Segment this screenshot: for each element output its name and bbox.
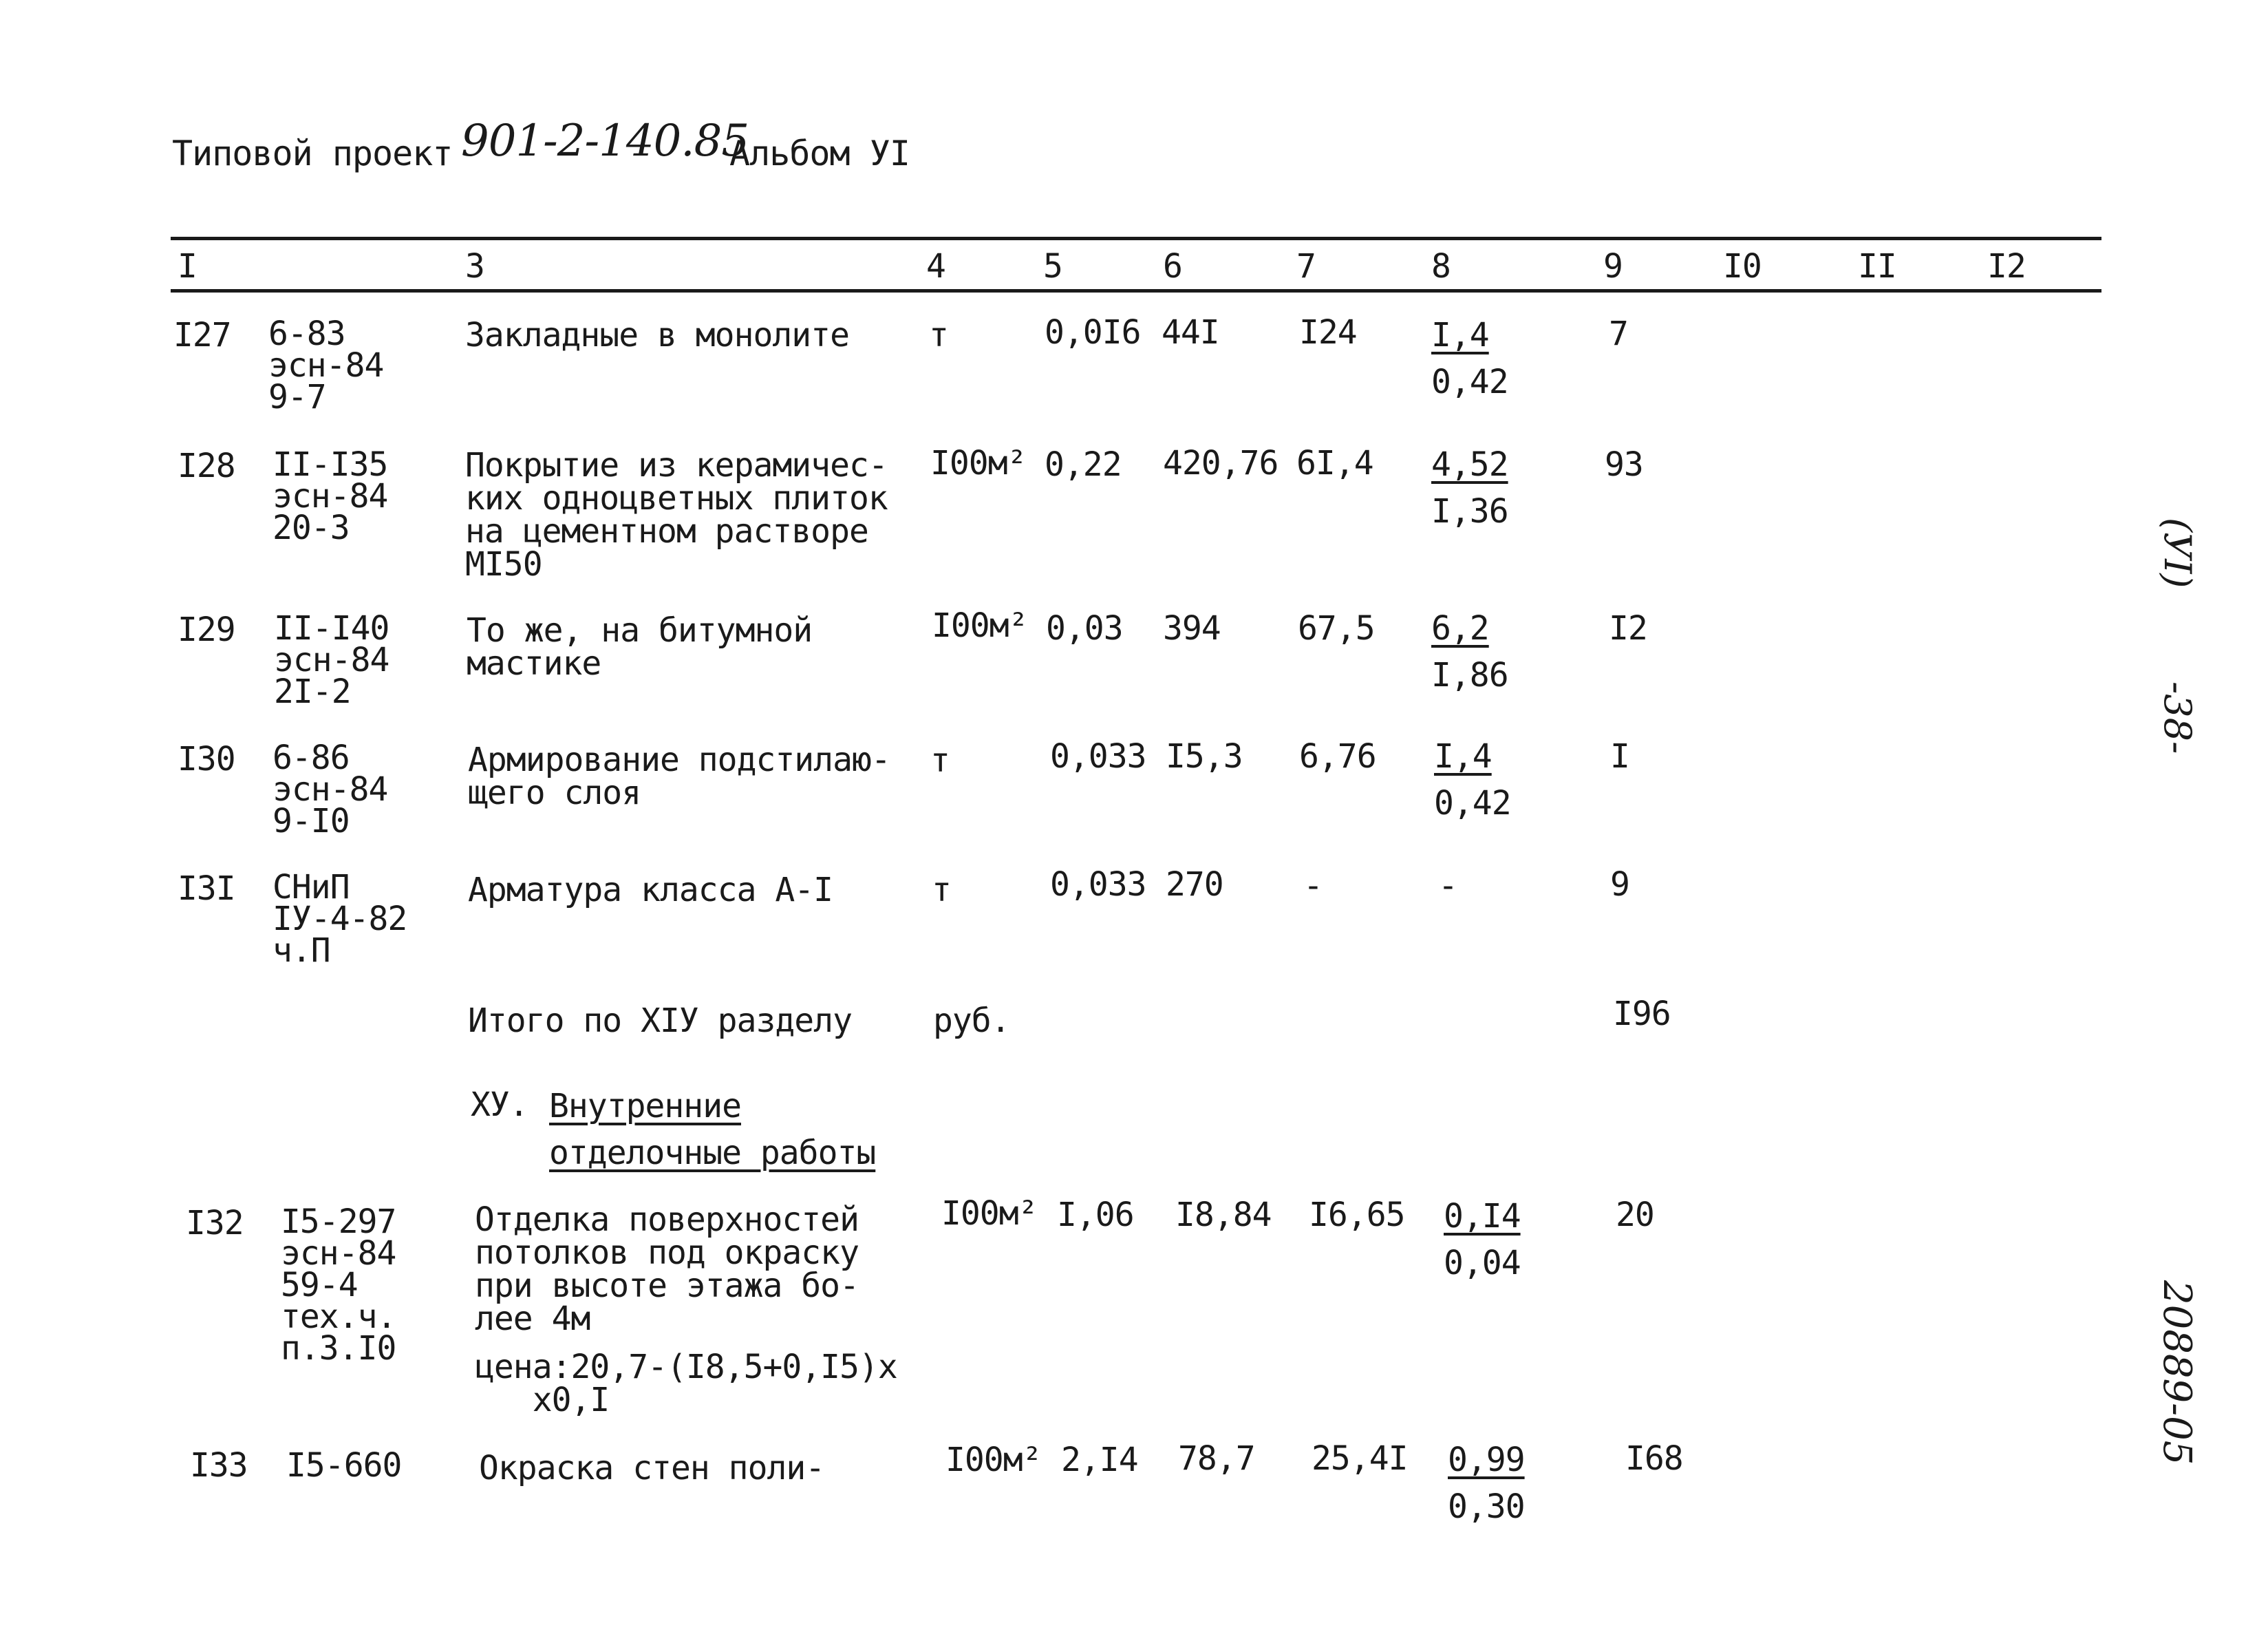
row-col9: I xyxy=(1610,737,1629,776)
row-unit: I00м² xyxy=(930,444,1027,483)
row-unit: I00м² xyxy=(941,1194,1038,1233)
row-number: I30 xyxy=(178,740,235,778)
col-header-4: 4 xyxy=(926,247,945,286)
row-quantity: 0,03 xyxy=(1046,609,1123,648)
row-col9: I68 xyxy=(1625,1439,1683,1478)
section-number: XУ. xyxy=(471,1085,528,1124)
row-unit-price: 78,7 xyxy=(1178,1439,1255,1478)
row-col8-bottom: 0,42 xyxy=(1431,363,1508,401)
row-col9: I2 xyxy=(1609,609,1647,648)
table-header-rule xyxy=(171,289,2101,293)
margin-note-code: 20889-05 xyxy=(2154,1280,2199,1465)
row-col8-top: - xyxy=(1438,867,1457,905)
price-formula: цена:20,7-(I8,5+0,I5)х х0,I xyxy=(475,1348,897,1419)
row-code: I5-297 эсн-84 59-4 тех.ч. п.3.I0 xyxy=(281,1202,396,1368)
row-col8-top: 6,2 xyxy=(1431,609,1489,648)
row-col8-top: I,4 xyxy=(1434,737,1492,776)
row-col7: 6,76 xyxy=(1299,737,1376,776)
row-quantity: 2,I4 xyxy=(1061,1441,1138,1479)
row-col8-top: 0,I4 xyxy=(1444,1197,1521,1236)
row-description: Арматура класса А-I xyxy=(468,871,833,909)
row-col9: 93 xyxy=(1605,445,1643,484)
col-header-5: 5 xyxy=(1043,247,1062,286)
row-code: II-I40 эсн-84 2I-2 xyxy=(274,609,389,711)
row-col8-top: I,4 xyxy=(1431,316,1489,354)
row-unit-price: I8,84 xyxy=(1175,1196,1272,1234)
row-code: СНиП IУ-4-82 ч.П xyxy=(272,868,407,970)
row-number: I32 xyxy=(186,1204,244,1242)
row-col7: 67,5 xyxy=(1298,609,1375,648)
col-header-12: I2 xyxy=(1987,247,2026,286)
row-description: То же, на битумной мастике xyxy=(467,611,813,683)
row-unit-price: 270 xyxy=(1166,865,1223,904)
row-description: Отделка поверхностей потолков под окраску при высоте этажа бо- лее 4м xyxy=(475,1200,859,1338)
row-col7: I6,65 xyxy=(1309,1196,1405,1234)
section-title-line1: Внутренние xyxy=(549,1087,741,1125)
row-col7: - xyxy=(1303,867,1323,905)
page-number: -38- xyxy=(2156,681,2199,754)
row-unit-price: 420,76 xyxy=(1163,444,1279,483)
total-label: Итого по XIУ разделу xyxy=(468,1001,852,1040)
row-quantity: 0,0I6 xyxy=(1045,313,1141,352)
row-col9: 20 xyxy=(1616,1196,1654,1234)
row-col8-top: 4,52 xyxy=(1431,445,1508,484)
row-description: Окраска стен поли- xyxy=(479,1449,825,1487)
row-unit: I00м² xyxy=(945,1441,1042,1479)
col-header-11: II xyxy=(1858,247,1896,286)
section-title-line2: отделочные работы xyxy=(549,1134,876,1172)
table-top-rule xyxy=(171,237,2101,240)
margin-note-album: (УI) xyxy=(2156,518,2199,589)
col-header-8: 8 xyxy=(1431,247,1451,286)
row-description: Закладные в монолите xyxy=(465,316,849,354)
col-header-6: 6 xyxy=(1163,247,1182,286)
row-code: 6-86 эсн-84 9-I0 xyxy=(272,739,388,840)
row-unit: т xyxy=(930,741,950,780)
row-number: I3I xyxy=(178,869,235,908)
row-col8-bottom: I,36 xyxy=(1431,492,1508,531)
row-number: I33 xyxy=(190,1446,248,1485)
project-number: 901-2-140.85 xyxy=(461,116,749,167)
row-col8-bottom: 0,04 xyxy=(1444,1244,1521,1282)
row-number: I27 xyxy=(173,316,231,354)
row-unit-price: 44I xyxy=(1162,313,1219,352)
row-col8-top: 0,99 xyxy=(1448,1441,1525,1479)
row-number: I28 xyxy=(178,447,235,485)
row-col9: 7 xyxy=(1609,315,1628,353)
row-col8-bottom: 0,42 xyxy=(1434,784,1511,823)
row-number: I29 xyxy=(178,611,235,649)
album-label: Альбом УI xyxy=(729,134,910,173)
row-code: II-I35 эсн-84 20-3 xyxy=(272,445,388,547)
col-header-3: 3 xyxy=(465,247,484,286)
row-quantity: 0,033 xyxy=(1050,865,1146,904)
row-code: I5-660 xyxy=(286,1446,402,1485)
row-unit-price: 394 xyxy=(1163,609,1221,648)
row-col8-bottom: I,86 xyxy=(1431,656,1508,695)
row-quantity: 0,22 xyxy=(1045,445,1122,484)
col-header-10: I0 xyxy=(1723,247,1762,286)
row-col8-bottom: 0,30 xyxy=(1448,1487,1525,1526)
total-unit: руб. xyxy=(933,1001,1010,1040)
row-quantity: I,06 xyxy=(1057,1196,1134,1234)
row-code: 6-83 эсн-84 9-7 xyxy=(268,315,384,416)
project-label: Типовой проект xyxy=(172,134,453,173)
row-col7: I24 xyxy=(1299,313,1357,352)
total-value: I96 xyxy=(1613,995,1671,1033)
row-col7: 25,4I xyxy=(1312,1439,1408,1478)
row-description: Армирование подстилаю- щего слоя xyxy=(468,741,890,812)
col-header-9: 9 xyxy=(1603,247,1623,286)
row-col7: 6I,4 xyxy=(1296,444,1373,483)
row-unit: т xyxy=(929,316,948,354)
row-unit-price: I5,3 xyxy=(1166,737,1243,776)
row-col9: 9 xyxy=(1610,865,1629,904)
row-unit: I00м² xyxy=(932,606,1028,645)
row-quantity: 0,033 xyxy=(1050,737,1146,776)
row-description: Покрытие из керамичес- ких одноцветных плиток на цементном растворе МI50 xyxy=(465,446,888,584)
col-header-1: I xyxy=(178,247,197,286)
row-unit: т xyxy=(932,871,951,909)
col-header-7: 7 xyxy=(1296,247,1316,286)
